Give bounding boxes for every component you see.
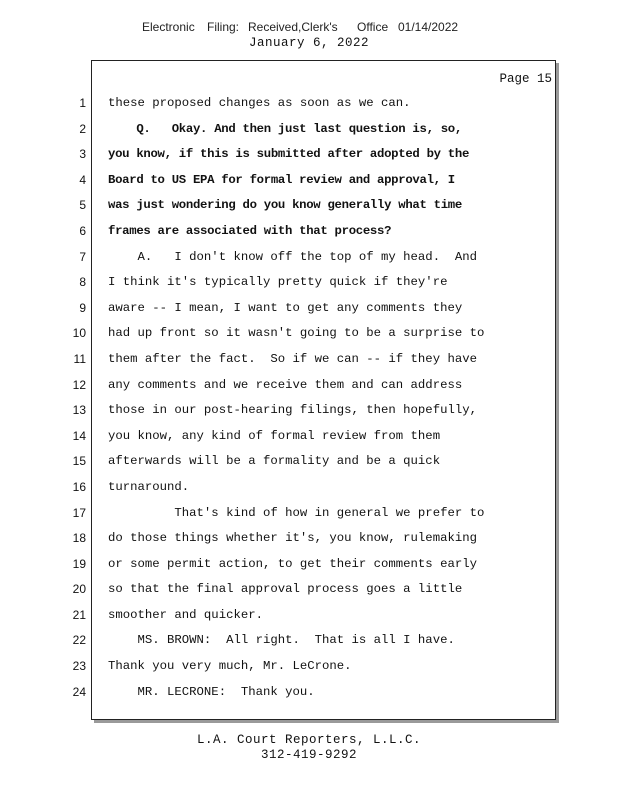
line-number: 19: [72, 556, 86, 571]
transcript-line: any comments and we receive them and can address: [108, 377, 463, 392]
line-number: 14: [72, 428, 86, 443]
transcript-line: I think it's typically pretty quick if they're: [108, 275, 448, 290]
line-number: 16: [72, 479, 86, 494]
transcript-line: MR. LECRONE: Thank you.: [108, 684, 315, 699]
transcript-line-question: Q. Okay. And then just last question is, so,: [108, 121, 462, 136]
transcript-line: smoother and quicker.: [108, 607, 263, 622]
line-number: 21: [72, 607, 86, 622]
transcript-line: Thank you very much, Mr. LeCrone.: [108, 659, 352, 674]
line-number: 15: [72, 454, 86, 469]
transcript-line: That's kind of how in general we prefer to: [108, 505, 485, 520]
reporter-company: L.A. Court Reporters, L.L.C.: [196, 733, 422, 747]
line-number: 11: [73, 351, 86, 366]
stamp-office: Office: [357, 20, 389, 34]
transcript-line-question: frames are associated with that process?: [108, 223, 392, 238]
line-number: 9: [79, 300, 86, 315]
line-number: 4: [79, 172, 86, 187]
transcript-line: turnaround.: [108, 479, 190, 494]
transcript-line: aware -- I mean, I want to get any comments they: [108, 300, 463, 315]
line-number: 3: [79, 147, 86, 162]
line-number: 12: [72, 377, 86, 392]
reporter-phone: 312-419-9292: [260, 748, 357, 762]
line-number: 5: [79, 198, 86, 213]
transcript-line: had up front so it wasn't going to be a surprise to: [108, 326, 485, 341]
line-number: 1: [79, 96, 86, 110]
line-number: 13: [72, 403, 86, 418]
transcript-line: afterwards will be a formality and be a quick: [108, 454, 441, 469]
transcript-text: [108, 94, 553, 708]
page-number: Page 15: [499, 72, 552, 86]
transcript-line: these proposed changes as soon as we can.: [108, 96, 411, 110]
line-number: 10: [72, 326, 86, 341]
line-number: 8: [79, 275, 86, 290]
transcript-line: A. I don't know off the top of my head. And: [108, 249, 477, 264]
line-number: 20: [72, 582, 86, 597]
stamp-label: Electronic: [142, 20, 195, 34]
line-number-column: [60, 94, 86, 708]
line-number: 2: [79, 121, 86, 136]
line-number: 18: [72, 531, 86, 546]
transcript-line: so that the final approval process goes a little: [108, 582, 463, 597]
reporter-footer: [0, 733, 618, 763]
transcript-line: or some permit action, to get their comments early: [108, 556, 477, 571]
line-number: 23: [72, 659, 86, 674]
transcript-line-question: Board to US EPA for formal review and approval, I: [108, 172, 455, 187]
line-number: 7: [79, 249, 86, 264]
stamp-filing: Filing:: [207, 20, 240, 34]
stamp-date: 01/14/2022: [398, 20, 459, 34]
transcript-line: them after the fact. So if we can -- if they have: [108, 351, 477, 366]
transcript-line: MS. BROWN: All right. That is all I have.: [108, 633, 455, 648]
line-number: 17: [72, 505, 86, 520]
line-number: 24: [72, 684, 86, 699]
transcript-line: those in our post-hearing filings, then hopefully,: [108, 403, 477, 418]
line-number: 22: [72, 633, 86, 648]
transcript-line-question: you know, if this is submitted after adopted by the: [108, 147, 470, 162]
transcript-line: you know, any kind of formal review from them: [108, 428, 441, 443]
line-number: 6: [79, 223, 86, 238]
transcript-line: do those things whether it's, you know, rulemaking: [108, 531, 477, 546]
stamp-received: Received,Clerk's: [248, 20, 338, 34]
hearing-date: January 6, 2022: [248, 36, 370, 50]
transcript-line-question: was just wondering do you know generally what time: [108, 198, 462, 213]
